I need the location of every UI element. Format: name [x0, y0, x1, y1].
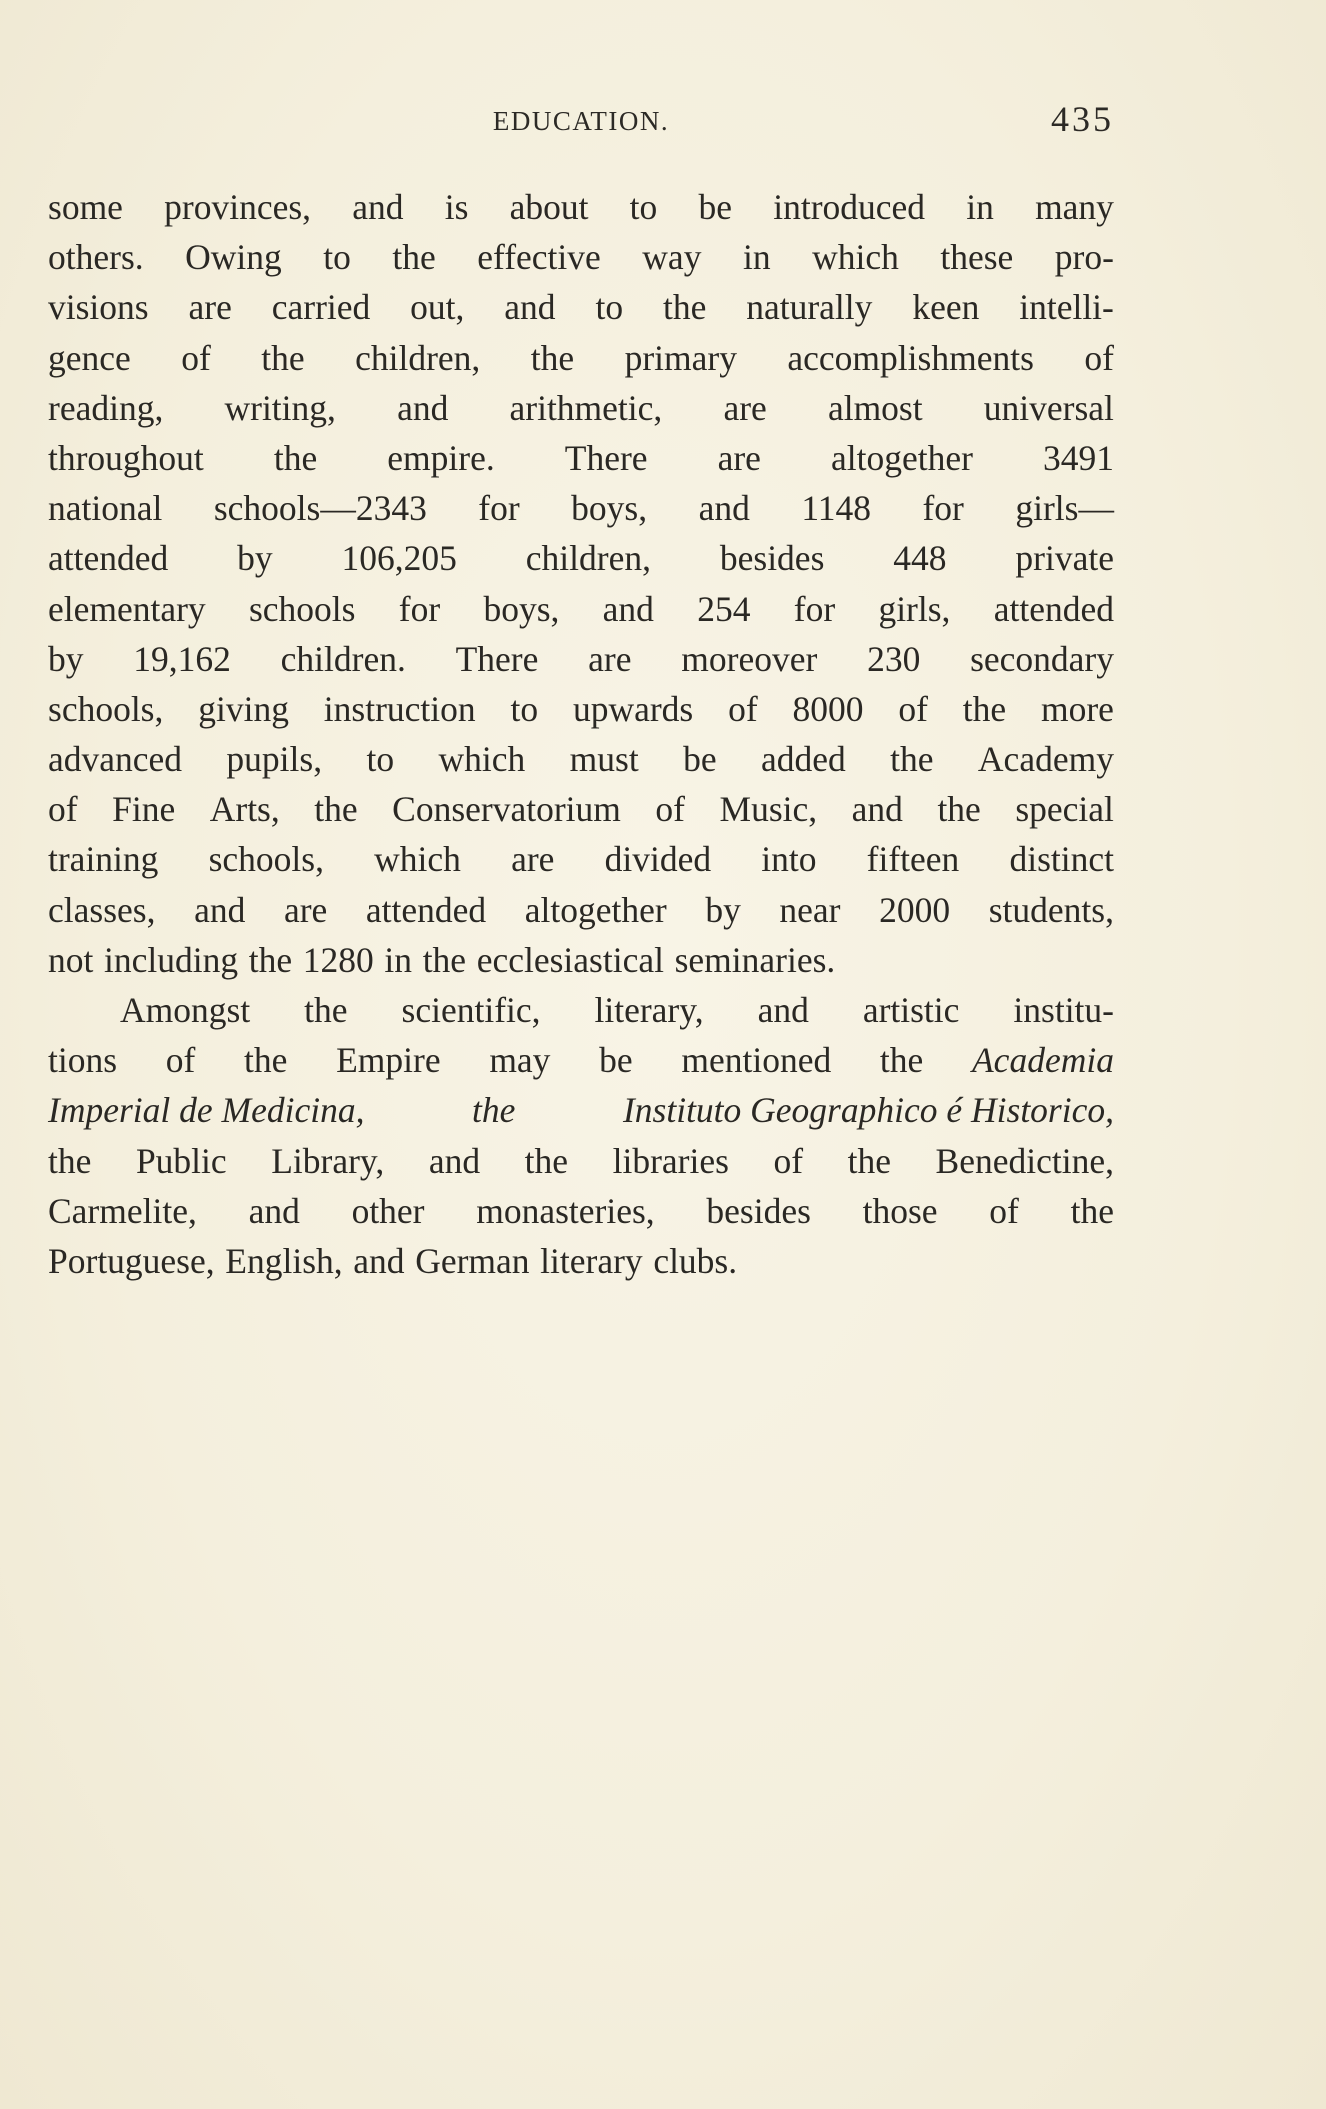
word: divided: [604, 839, 712, 880]
word: 8000: [792, 688, 864, 729]
text-line: [48, 935, 1114, 985]
word: moreover: [681, 638, 818, 679]
word: and: [353, 1240, 405, 1281]
word: schools,: [48, 688, 164, 729]
word: these: [940, 237, 1014, 278]
word: fifteen: [866, 839, 960, 880]
word: writing,: [224, 387, 336, 428]
word: Academy: [977, 739, 1114, 780]
word: out,: [410, 287, 465, 328]
word: arithmetic,: [509, 387, 663, 428]
word: 2000: [879, 889, 951, 930]
word: the: [890, 739, 934, 780]
text-line: [48, 433, 1114, 483]
text-line: [48, 1186, 1114, 1236]
word: schools,: [208, 839, 324, 880]
word: English,: [225, 1240, 343, 1281]
word: by: [705, 889, 741, 930]
institution-name: Academia: [972, 1040, 1114, 1081]
word: empire.: [387, 437, 495, 478]
word: the: [248, 939, 293, 980]
word: the: [392, 237, 436, 278]
word: the: [662, 287, 707, 328]
word: reading,: [48, 387, 164, 428]
word: others.: [48, 237, 144, 278]
word: boys,: [571, 488, 648, 529]
word: Arts,: [209, 789, 280, 830]
word: girls,: [878, 588, 951, 629]
word: girls—: [1015, 488, 1114, 529]
word: naturally: [746, 287, 873, 328]
word: ecclesiastical: [476, 939, 664, 980]
word: There: [564, 437, 648, 478]
word: the: [847, 1140, 891, 1181]
word: introduced: [773, 187, 926, 227]
word: seminaries.: [674, 939, 836, 980]
word: many: [1035, 187, 1114, 227]
word: Owing: [185, 237, 282, 278]
word: added: [761, 739, 846, 780]
text-line: [48, 282, 1114, 332]
text-line: [48, 232, 1114, 282]
word: 106,205: [341, 538, 457, 579]
word: primary: [624, 337, 737, 378]
text-line: [48, 1035, 1114, 1085]
word: boys,: [483, 588, 560, 629]
text-line: [48, 483, 1114, 533]
word: classes,: [48, 889, 156, 930]
word: including: [104, 939, 239, 980]
word: those: [862, 1190, 938, 1231]
word: by: [48, 638, 84, 679]
word: and: [602, 588, 654, 629]
word: the: [524, 1140, 569, 1181]
word: the: [48, 1140, 92, 1181]
word: children.: [280, 638, 406, 679]
word: are: [717, 437, 761, 478]
word: of: [898, 688, 928, 729]
word: distinct: [1009, 839, 1114, 880]
body-text: [48, 182, 1114, 1286]
word: students,: [988, 889, 1114, 930]
word: attended: [993, 588, 1114, 629]
page-number: 435: [1051, 99, 1114, 139]
word: Fine: [112, 789, 176, 830]
word: of: [655, 789, 685, 830]
word: There: [455, 638, 539, 679]
word: Library,: [271, 1140, 385, 1181]
word: attended: [48, 538, 169, 579]
word: for: [478, 488, 520, 529]
word: must: [569, 739, 639, 780]
word: is: [444, 187, 469, 227]
word: 19,162: [133, 638, 231, 679]
word: the: [962, 688, 1007, 729]
running-head: [48, 96, 1114, 146]
word: 3491: [1042, 437, 1114, 478]
text-line: [48, 885, 1114, 935]
word: to: [510, 688, 539, 729]
word: pupils,: [226, 739, 323, 780]
word: upwards: [572, 688, 694, 729]
word: of: [181, 337, 211, 378]
word: Music,: [719, 789, 818, 830]
word: of: [165, 1040, 196, 1081]
word: Amongst: [120, 990, 251, 1030]
word: way: [642, 237, 702, 278]
word: and: [757, 990, 809, 1030]
running-title: EDUCATION.: [492, 106, 670, 136]
word: in: [742, 237, 771, 278]
word: visions: [48, 287, 149, 328]
word: are: [511, 839, 555, 880]
word: be: [599, 1040, 633, 1081]
word: provinces,: [164, 187, 312, 227]
word: into: [761, 839, 817, 880]
text-line: [48, 1136, 1114, 1186]
word: may: [489, 1040, 551, 1081]
word: and: [851, 789, 903, 830]
word: literary,: [594, 990, 704, 1030]
text-line: [48, 182, 1114, 232]
word: and: [504, 287, 556, 328]
text-line: [48, 1085, 1114, 1135]
word: institu-: [1013, 990, 1114, 1030]
word: tions: [48, 1040, 118, 1081]
word: which: [374, 839, 461, 880]
word: the: [1070, 1190, 1114, 1231]
word: scientific,: [401, 990, 541, 1030]
word: 1148: [801, 488, 872, 529]
word: children,: [355, 337, 481, 378]
word: are: [188, 287, 232, 328]
text-line: [48, 734, 1114, 784]
word: giving: [198, 688, 289, 729]
word: 230: [867, 638, 921, 679]
text-line: [48, 1236, 1114, 1286]
word: special: [1015, 789, 1114, 830]
institution-name: Imperial de Medicina,: [48, 1090, 365, 1131]
word: Portuguese,: [48, 1240, 215, 1281]
word: Empire: [336, 1040, 441, 1081]
word: are: [283, 889, 328, 930]
word: altogether: [524, 889, 667, 930]
text-line: [48, 834, 1114, 884]
word: to: [323, 237, 351, 278]
word: literary: [540, 1240, 643, 1281]
word: monasteries,: [476, 1190, 655, 1231]
word: for: [793, 588, 836, 629]
word: throughout: [48, 437, 204, 478]
word: instruction: [323, 688, 476, 729]
word: the: [879, 1040, 924, 1081]
word: the: [273, 437, 318, 478]
word: carried: [271, 287, 371, 328]
paragraph-1: [48, 182, 1114, 985]
paragraph-2: [48, 985, 1114, 1286]
word: which: [812, 237, 899, 278]
word: Benedictine,: [935, 1140, 1114, 1181]
word: near: [779, 889, 841, 930]
word: of: [48, 789, 78, 830]
word: attended: [365, 889, 487, 930]
text-line: [48, 684, 1114, 734]
word: children,: [525, 538, 651, 579]
word: the: [937, 789, 981, 830]
text-segment: the: [472, 1090, 516, 1131]
word: of: [989, 1190, 1019, 1231]
text-line: [48, 533, 1114, 583]
word: are: [588, 638, 632, 679]
word: of: [1084, 337, 1114, 378]
word: other: [351, 1190, 425, 1231]
institution-name: Instituto Geographico é Historico,: [622, 1090, 1114, 1131]
word: Public: [135, 1140, 227, 1181]
word: of: [773, 1140, 804, 1181]
word: elementary: [48, 588, 206, 629]
word: 254: [697, 588, 751, 629]
word: German: [415, 1240, 530, 1281]
word: be: [698, 187, 733, 227]
word: pro-: [1054, 237, 1114, 278]
word: keen: [912, 287, 980, 328]
word: the: [422, 939, 467, 980]
word: some: [48, 187, 123, 227]
word: training: [48, 839, 159, 880]
word: 1280: [302, 939, 374, 980]
word: and: [428, 1140, 481, 1181]
word: clubs.: [653, 1240, 738, 1281]
word: Carmelite,: [48, 1190, 197, 1231]
word: besides: [706, 1190, 811, 1231]
word: the: [244, 1040, 288, 1081]
word: about: [509, 187, 589, 227]
word: intelli-: [1019, 287, 1114, 328]
word: to: [629, 187, 658, 227]
word: more: [1041, 688, 1114, 729]
text-line: [48, 584, 1114, 634]
word: the: [261, 337, 305, 378]
word: artistic: [862, 990, 960, 1030]
word: in: [966, 187, 994, 227]
word: not: [48, 939, 94, 980]
word: 448: [893, 538, 947, 579]
word: the: [304, 990, 348, 1030]
text-line: [48, 784, 1114, 834]
word: almost: [827, 387, 923, 428]
word: secondary: [970, 638, 1114, 679]
word: schools—2343: [213, 488, 427, 529]
word: libraries: [612, 1140, 729, 1181]
word: to: [366, 739, 395, 780]
word: altogether: [830, 437, 973, 478]
word: by: [237, 538, 273, 579]
word: universal: [983, 387, 1114, 428]
word: and: [698, 488, 750, 529]
word: mentioned: [681, 1040, 832, 1081]
word: to: [595, 287, 624, 328]
word: of: [728, 688, 758, 729]
text-line: [48, 333, 1114, 383]
text-line: [48, 985, 1114, 1035]
word: besides: [719, 538, 825, 579]
word: and: [194, 889, 246, 930]
word: advanced: [48, 739, 183, 780]
word: and: [397, 387, 449, 428]
word: accomplishments: [787, 337, 1034, 378]
word: for: [398, 588, 441, 629]
word: for: [922, 488, 964, 529]
word: schools: [248, 588, 356, 629]
word: gence: [48, 337, 131, 378]
word: private: [1015, 538, 1114, 579]
word: the: [314, 789, 358, 830]
word: which: [438, 739, 526, 780]
text-line: [48, 634, 1114, 684]
word: effective: [477, 237, 601, 278]
word: the: [530, 337, 575, 378]
word: national: [48, 488, 163, 529]
word: Conservatorium: [392, 789, 621, 830]
word: be: [683, 739, 717, 780]
word: and: [248, 1190, 300, 1231]
word: in: [384, 939, 413, 980]
word: and: [352, 187, 404, 227]
text-line: [48, 383, 1114, 433]
word: are: [723, 387, 767, 428]
